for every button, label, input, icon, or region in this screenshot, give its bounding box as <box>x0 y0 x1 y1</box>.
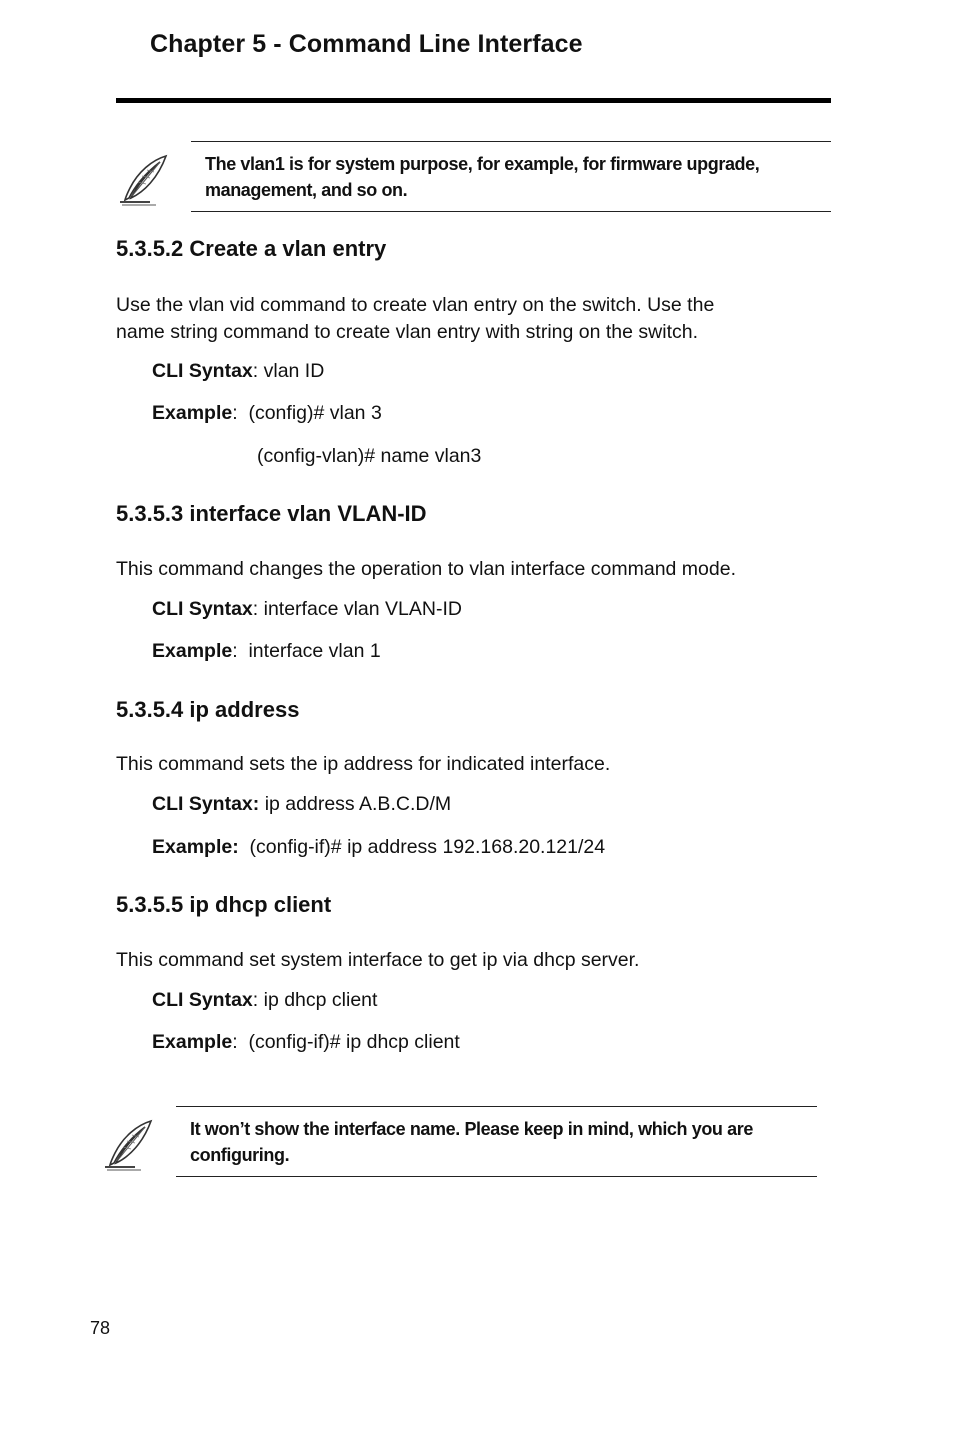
example-create-vlan-line2: (config-vlan)# name vlan3 <box>257 445 482 467</box>
note-bottom-text <box>190 1116 753 1168</box>
note-bottom-line2: configuring. <box>190 1145 290 1165</box>
cli-syntax-value: : interface vlan VLAN-ID <box>252 598 462 620</box>
cli-syntax-label: CLI Syntax <box>152 989 253 1011</box>
example-value: : (config)# vlan 3 <box>232 402 382 424</box>
example-value: : interface vlan 1 <box>232 640 381 662</box>
cli-syntax-label: CLI Syntax <box>152 598 253 620</box>
note-bottom-line1: It won’t show the interface name. Please keep in mind, which you are <box>190 1119 753 1139</box>
note-top-text <box>205 151 759 203</box>
feather-pen-icon <box>116 152 172 208</box>
cli-syntax-interface-vlan <box>152 598 462 621</box>
feather-pen-icon <box>101 1117 157 1173</box>
section-paragraph-create-vlan <box>116 292 831 346</box>
cli-syntax-label: CLI Syntax: <box>152 793 260 815</box>
section-heading-create-vlan: 5.3.5.2 Create a vlan entry <box>116 236 387 261</box>
example-value: (config-if)# ip address 192.168.20.121/24 <box>238 836 606 858</box>
section-heading-ip-dhcp-client: 5.3.5.5 ip dhcp client <box>116 892 332 917</box>
chapter-title: Chapter 5 - Command Line Interface <box>150 30 583 58</box>
note-bottom-bottom-rule <box>176 1176 817 1177</box>
section-heading-interface-vlan: 5.3.5.3 interface vlan VLAN-ID <box>116 501 427 526</box>
note-top-line2: management, and so on. <box>205 180 408 200</box>
example-label: Example <box>152 1031 233 1053</box>
para-line2: name string command to create vlan entry with string on the switch. <box>116 321 699 343</box>
cli-syntax-create-vlan <box>152 360 324 383</box>
example-label: Example: <box>152 836 239 858</box>
section-paragraph-ip-address: This command sets the ip address for indicated interface. <box>116 753 611 775</box>
section-paragraph-interface-vlan: This command changes the operation to vlan interface command mode. <box>116 558 737 580</box>
note-bottom-rule <box>191 211 831 212</box>
page-number: 78 <box>90 1318 111 1338</box>
note-top-line1: The vlan1 is for system purpose, for example, for firmware upgrade, <box>205 154 760 174</box>
example-label: Example <box>152 640 233 662</box>
example-label: Example <box>152 402 233 424</box>
example-create-vlan <box>152 402 382 425</box>
example-value: : (config-if)# ip dhcp client <box>232 1031 460 1053</box>
example-ip-address <box>152 836 605 859</box>
cli-syntax-value: ip address A.B.C.D/M <box>259 793 452 815</box>
section-heading-ip-address: 5.3.5.4 ip address <box>116 697 300 722</box>
cli-syntax-ip-address <box>152 793 451 816</box>
para-line1: Use the vlan vid command to create vlan entry on the switch. Use the <box>116 294 715 316</box>
chapter-divider <box>116 98 831 103</box>
note-bottom-top-rule <box>176 1106 817 1107</box>
cli-syntax-value: : vlan ID <box>252 360 325 382</box>
example-interface-vlan <box>152 640 381 663</box>
cli-syntax-label: CLI Syntax <box>152 360 253 382</box>
cli-syntax-value: : ip dhcp client <box>252 989 378 1011</box>
note-top-rule <box>191 141 831 142</box>
section-paragraph-ip-dhcp-client: This command set system interface to get ip via dhcp server. <box>116 949 640 971</box>
cli-syntax-ip-dhcp-client <box>152 989 377 1012</box>
example-ip-dhcp-client <box>152 1031 460 1054</box>
